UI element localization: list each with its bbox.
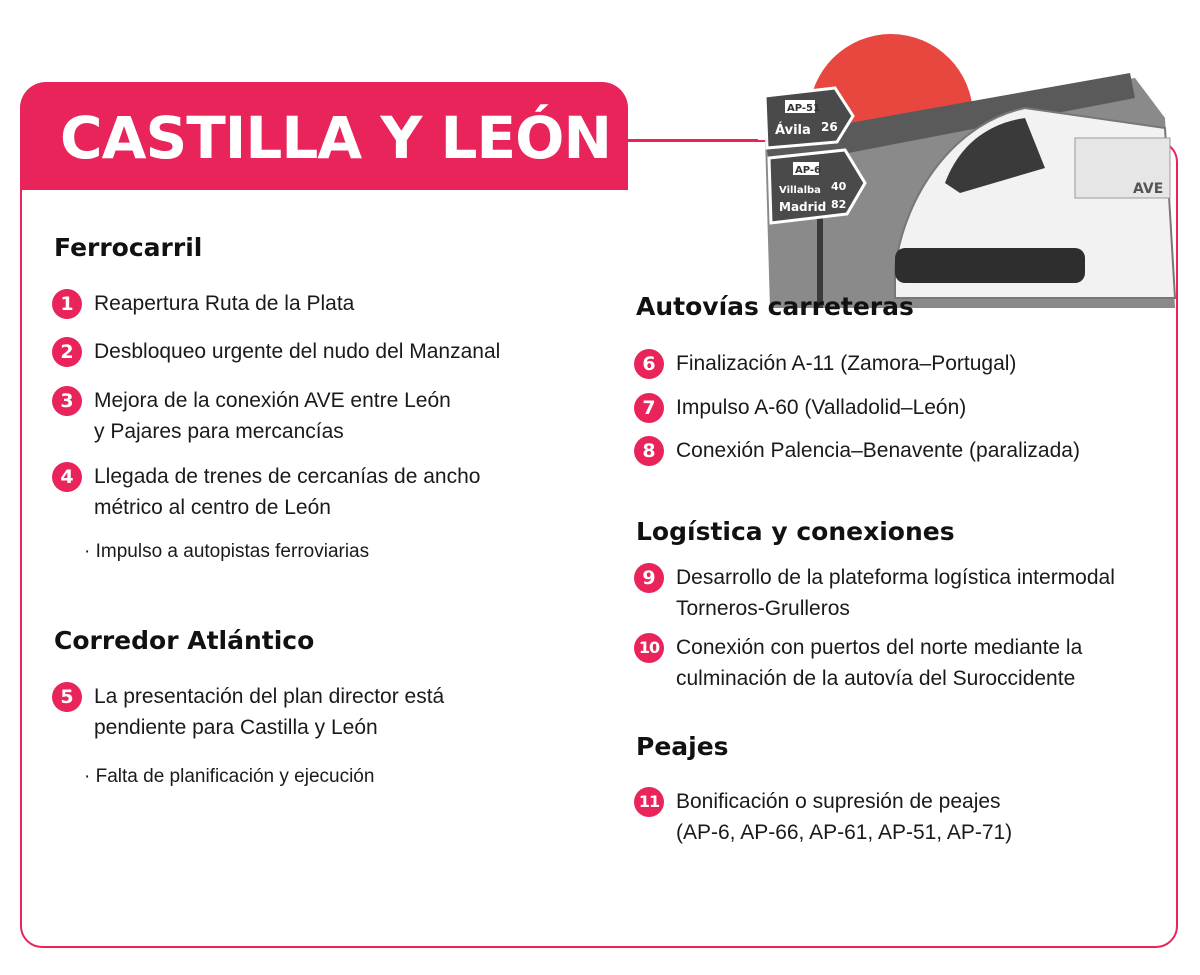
sign-road-ap6: AP-6 [795,165,822,176]
item-text: Desbloqueo urgente del nudo del Manzanal [94,340,501,363]
page-title: CASTILLA Y LEÓN [60,104,611,172]
sign-city-villalba: Villalba [779,185,821,196]
sign-km-26: 26 [821,120,838,134]
item-text: Finalización A-11 (Zamora–Portugal) [676,352,1017,375]
item-text: Mejora de la conexión AVE entre León y Pajares para mercancías [94,389,451,443]
item-text: Impulso A-60 (Valladolid–León) [676,396,967,419]
list-item [52,336,572,367]
heading-logistica: Logística y conexiones [636,517,955,546]
number-badge: 5 [52,682,82,712]
list-item [634,348,1164,379]
number-badge: 1 [52,289,82,319]
item-text: Bonificación o supresión de peajes (AP-6, AP-66, AP-61, AP-51, AP-71) [676,790,1013,844]
heading-corredor-atlantico: Corredor Atlántico [54,626,315,655]
title-banner [20,82,628,190]
number-badge: 11 [634,787,664,817]
bullet-note: · Impulso a autopistas ferroviarias [84,541,370,562]
list-item [52,385,572,447]
train-logo-text: AVE [1133,181,1164,197]
list-item [634,435,1164,466]
number-badge: 6 [634,349,664,379]
title-connector-line [628,139,758,141]
list-item [52,461,572,523]
number-badge: 10 [634,633,664,663]
number-badge: 2 [52,337,82,367]
number-badge: 9 [634,563,664,593]
item-text: Llegada de trenes de cercanías de ancho métrico al centro de León [94,465,481,519]
number-badge: 8 [634,436,664,466]
item-text: Desarrollo de la plateforma logística intermodal Torneros-Grulleros [676,566,1115,620]
sign-city-madrid: Madrid [779,200,827,214]
list-item [634,562,1169,624]
sign-km-40: 40 [831,180,847,193]
number-badge: 4 [52,462,82,492]
sign-km-82: 82 [831,198,847,211]
list-item [634,632,1169,694]
sign-road-ap51: AP-51 [787,103,820,114]
heading-ferrocarril: Ferrocarril [54,233,203,262]
heading-peajes: Peajes [636,732,729,761]
bullet-note: · Falta de planificación y ejecución [84,766,375,787]
item-text: Reapertura Ruta de la Plata [94,292,355,315]
sign-city-avila: Ávila [775,123,811,138]
number-badge: 7 [634,393,664,423]
heading-autovias: Autovías carreteras [636,292,914,321]
list-item [52,681,572,743]
item-text: Conexión con puertos del norte mediante la culminación de la autovía del Suroccidente [676,636,1083,690]
item-text: La presentación del plan director está pendiente para Castilla y León [94,685,445,739]
list-item [634,786,1169,848]
road-sign-ap51 [765,88,853,148]
list-item [52,288,572,319]
number-badge: 3 [52,386,82,416]
list-item [634,392,1164,423]
item-text: Conexión Palencia–Benavente (paralizada) [676,439,1080,462]
ave-train-photo [745,18,1180,308]
